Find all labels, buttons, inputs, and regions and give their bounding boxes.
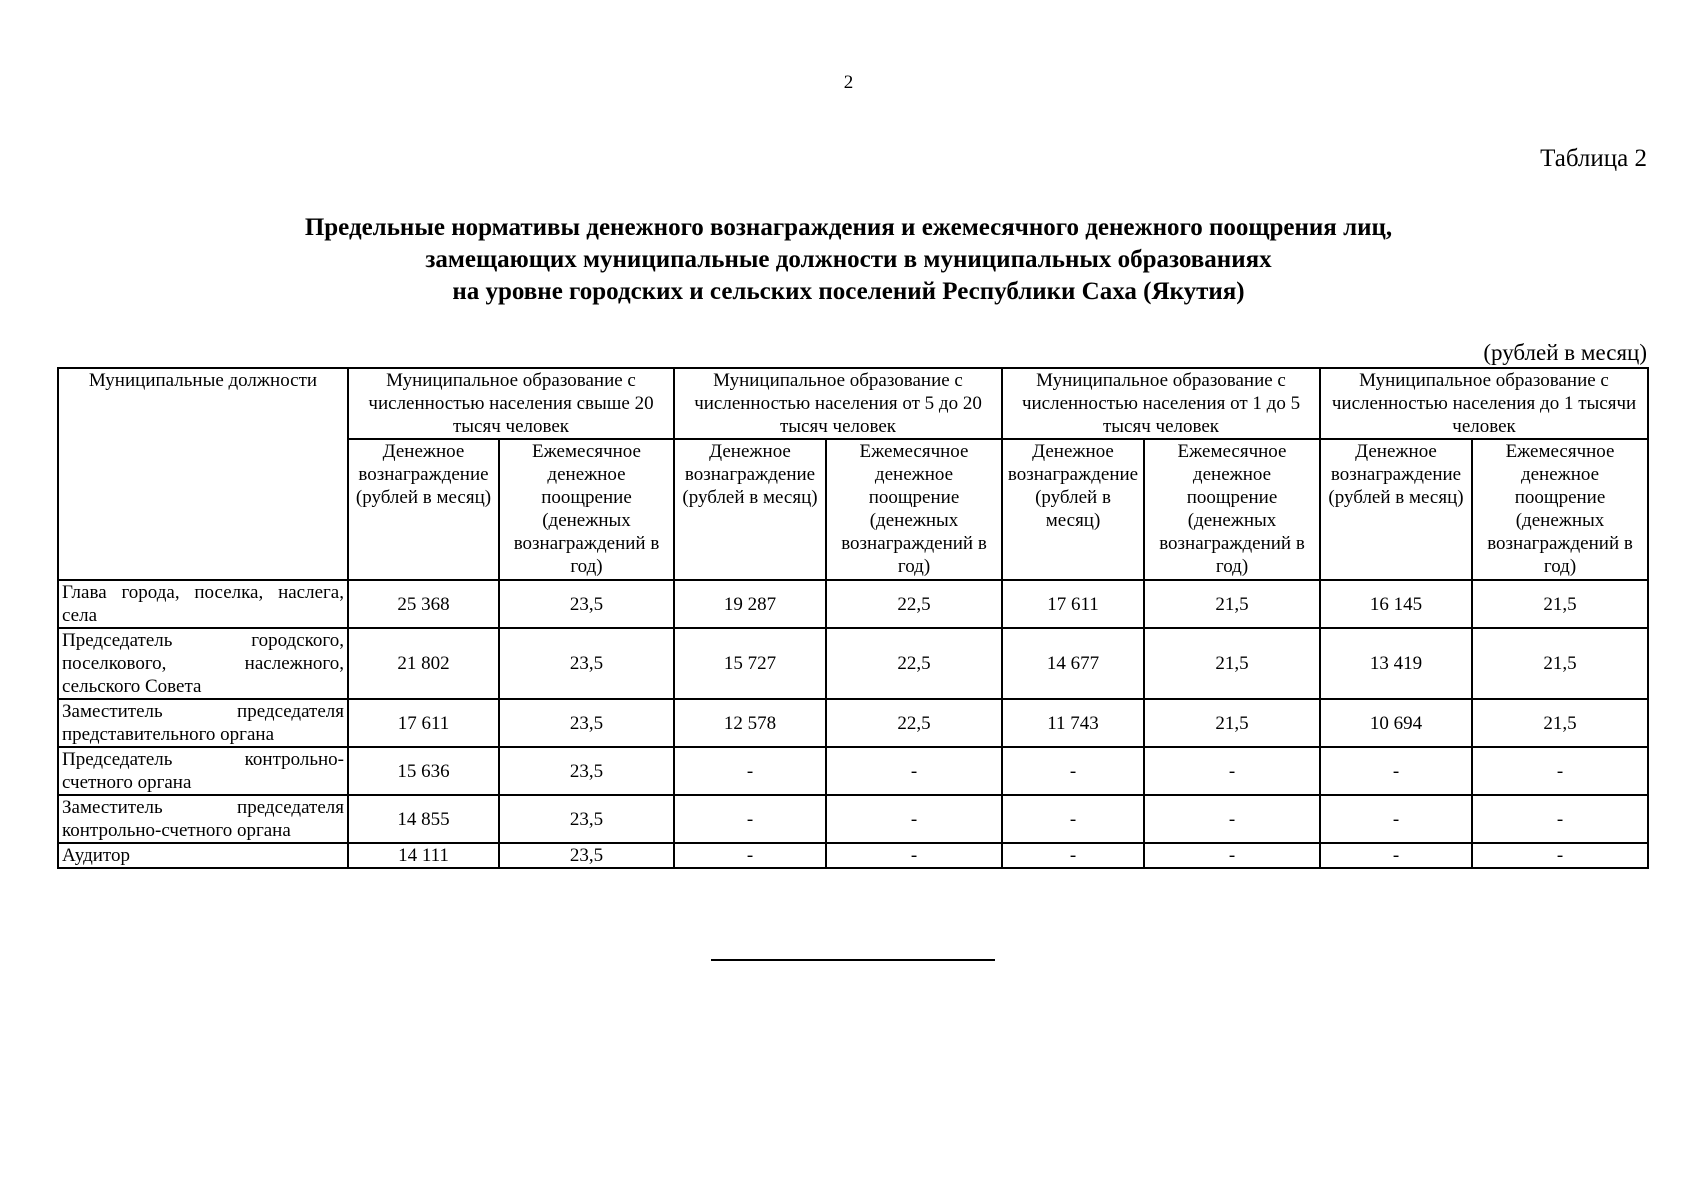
title-line: на уровне городских и сельских поселений Республики Саха (Якутия): [452, 278, 1245, 305]
value-cell: -: [826, 843, 1002, 868]
value-cell: 15 727: [674, 628, 826, 699]
value-cell: -: [1472, 843, 1648, 868]
table-row: [58, 580, 1648, 628]
value-cell: 23,5: [499, 580, 674, 628]
value-cell: -: [674, 843, 826, 868]
table-row: [58, 747, 1648, 795]
value-cell: 23,5: [499, 843, 674, 868]
value-cell: 12 578: [674, 699, 826, 747]
value-cell: -: [1472, 747, 1648, 795]
table-row: [58, 628, 1648, 699]
value-cell: 23,5: [499, 628, 674, 699]
value-cell: -: [1002, 843, 1144, 868]
document-title: [0, 212, 1697, 308]
group-header: Муниципальное образование с численностью населения до 1 тысячи человек: [1320, 368, 1648, 439]
value-cell: 22,5: [826, 699, 1002, 747]
value-cell: 21,5: [1144, 699, 1320, 747]
value-cell: 21 802: [348, 628, 499, 699]
value-cell: 23,5: [499, 747, 674, 795]
position-cell: Заместитель председателя представительного органа: [58, 699, 348, 747]
value-cell: 21,5: [1144, 580, 1320, 628]
value-cell: 21,5: [1144, 628, 1320, 699]
value-cell: -: [1144, 747, 1320, 795]
value-cell: -: [826, 747, 1002, 795]
value-cell: -: [1144, 843, 1320, 868]
position-cell: Заместитель председателя контрольно-счетного органа: [58, 795, 348, 843]
footer-divider: [711, 959, 995, 961]
value-cell: -: [1320, 795, 1472, 843]
value-cell: -: [1002, 795, 1144, 843]
value-cell: 17 611: [348, 699, 499, 747]
reward-column-header: Денежное вознаграждение (рублей в месяц): [674, 439, 826, 580]
bonus-column-header: Ежемесячное денежное поощрение (денежных вознаграждений в год): [1144, 439, 1320, 580]
group-header: Муниципальное образование с численностью населения от 1 до 5 тысяч человек: [1002, 368, 1320, 439]
value-cell: 21,5: [1472, 628, 1648, 699]
table-number: Таблица 2: [1540, 145, 1647, 172]
position-cell: Аудитор: [58, 843, 348, 868]
title-line: Предельные нормативы денежного вознаграждения и ежемесячного денежного поощрения лиц,: [304, 214, 1393, 241]
value-cell: -: [1144, 795, 1320, 843]
position-cell: Председатель городского, поселкового, наслежного, сельского Совета: [58, 628, 348, 699]
value-cell: 21,5: [1472, 580, 1648, 628]
value-cell: -: [1002, 747, 1144, 795]
value-cell: 14 855: [348, 795, 499, 843]
bonus-column-header: Ежемесячное денежное поощрение (денежных вознаграждений в год): [826, 439, 1002, 580]
value-cell: -: [826, 795, 1002, 843]
norms-table: [57, 367, 1649, 869]
value-cell: 22,5: [826, 580, 1002, 628]
group-header: Муниципальное образование с численностью населения от 5 до 20 тысяч человек: [674, 368, 1002, 439]
value-cell: 15 636: [348, 747, 499, 795]
position-cell: Председатель контрольно-счетного органа: [58, 747, 348, 795]
value-cell: -: [1472, 795, 1648, 843]
table-row: [58, 795, 1648, 843]
reward-column-header: Денежное вознаграждение (рублей в месяц): [1320, 439, 1472, 580]
value-cell: 13 419: [1320, 628, 1472, 699]
value-cell: 21,5: [1472, 699, 1648, 747]
bonus-column-header: Ежемесячное денежное поощрение (денежных вознаграждений в год): [1472, 439, 1648, 580]
value-cell: -: [674, 747, 826, 795]
value-cell: -: [1320, 843, 1472, 868]
units-note: (рублей в месяц): [1483, 340, 1647, 365]
value-cell: 19 287: [674, 580, 826, 628]
value-cell: 23,5: [499, 699, 674, 747]
table-row: [58, 699, 1648, 747]
table-row: [58, 843, 1648, 868]
value-cell: 25 368: [348, 580, 499, 628]
value-cell: 23,5: [499, 795, 674, 843]
reward-column-header: Денежное вознаграждение (рублей в месяц): [348, 439, 499, 580]
reward-column-header: Денежное вознаграждение (рублей в месяц): [1002, 439, 1144, 580]
page-number: 2: [843, 72, 854, 93]
value-cell: 16 145: [1320, 580, 1472, 628]
group-header: Муниципальное образование с численностью населения свыше 20 тысяч человек: [348, 368, 674, 439]
value-cell: 17 611: [1002, 580, 1144, 628]
value-cell: 22,5: [826, 628, 1002, 699]
value-cell: 14 677: [1002, 628, 1144, 699]
value-cell: 11 743: [1002, 699, 1144, 747]
value-cell: 14 111: [348, 843, 499, 868]
bonus-column-header: Ежемесячное денежное поощрение (денежных вознаграждений в год): [499, 439, 674, 580]
value-cell: -: [1320, 747, 1472, 795]
value-cell: -: [674, 795, 826, 843]
title-line: замещающих муниципальные должности в муниципальных образованиях: [425, 246, 1272, 273]
position-cell: Глава города, поселка, наслега, села: [58, 580, 348, 628]
value-cell: 10 694: [1320, 699, 1472, 747]
positions-column-header: Муниципальные должности: [58, 368, 348, 580]
